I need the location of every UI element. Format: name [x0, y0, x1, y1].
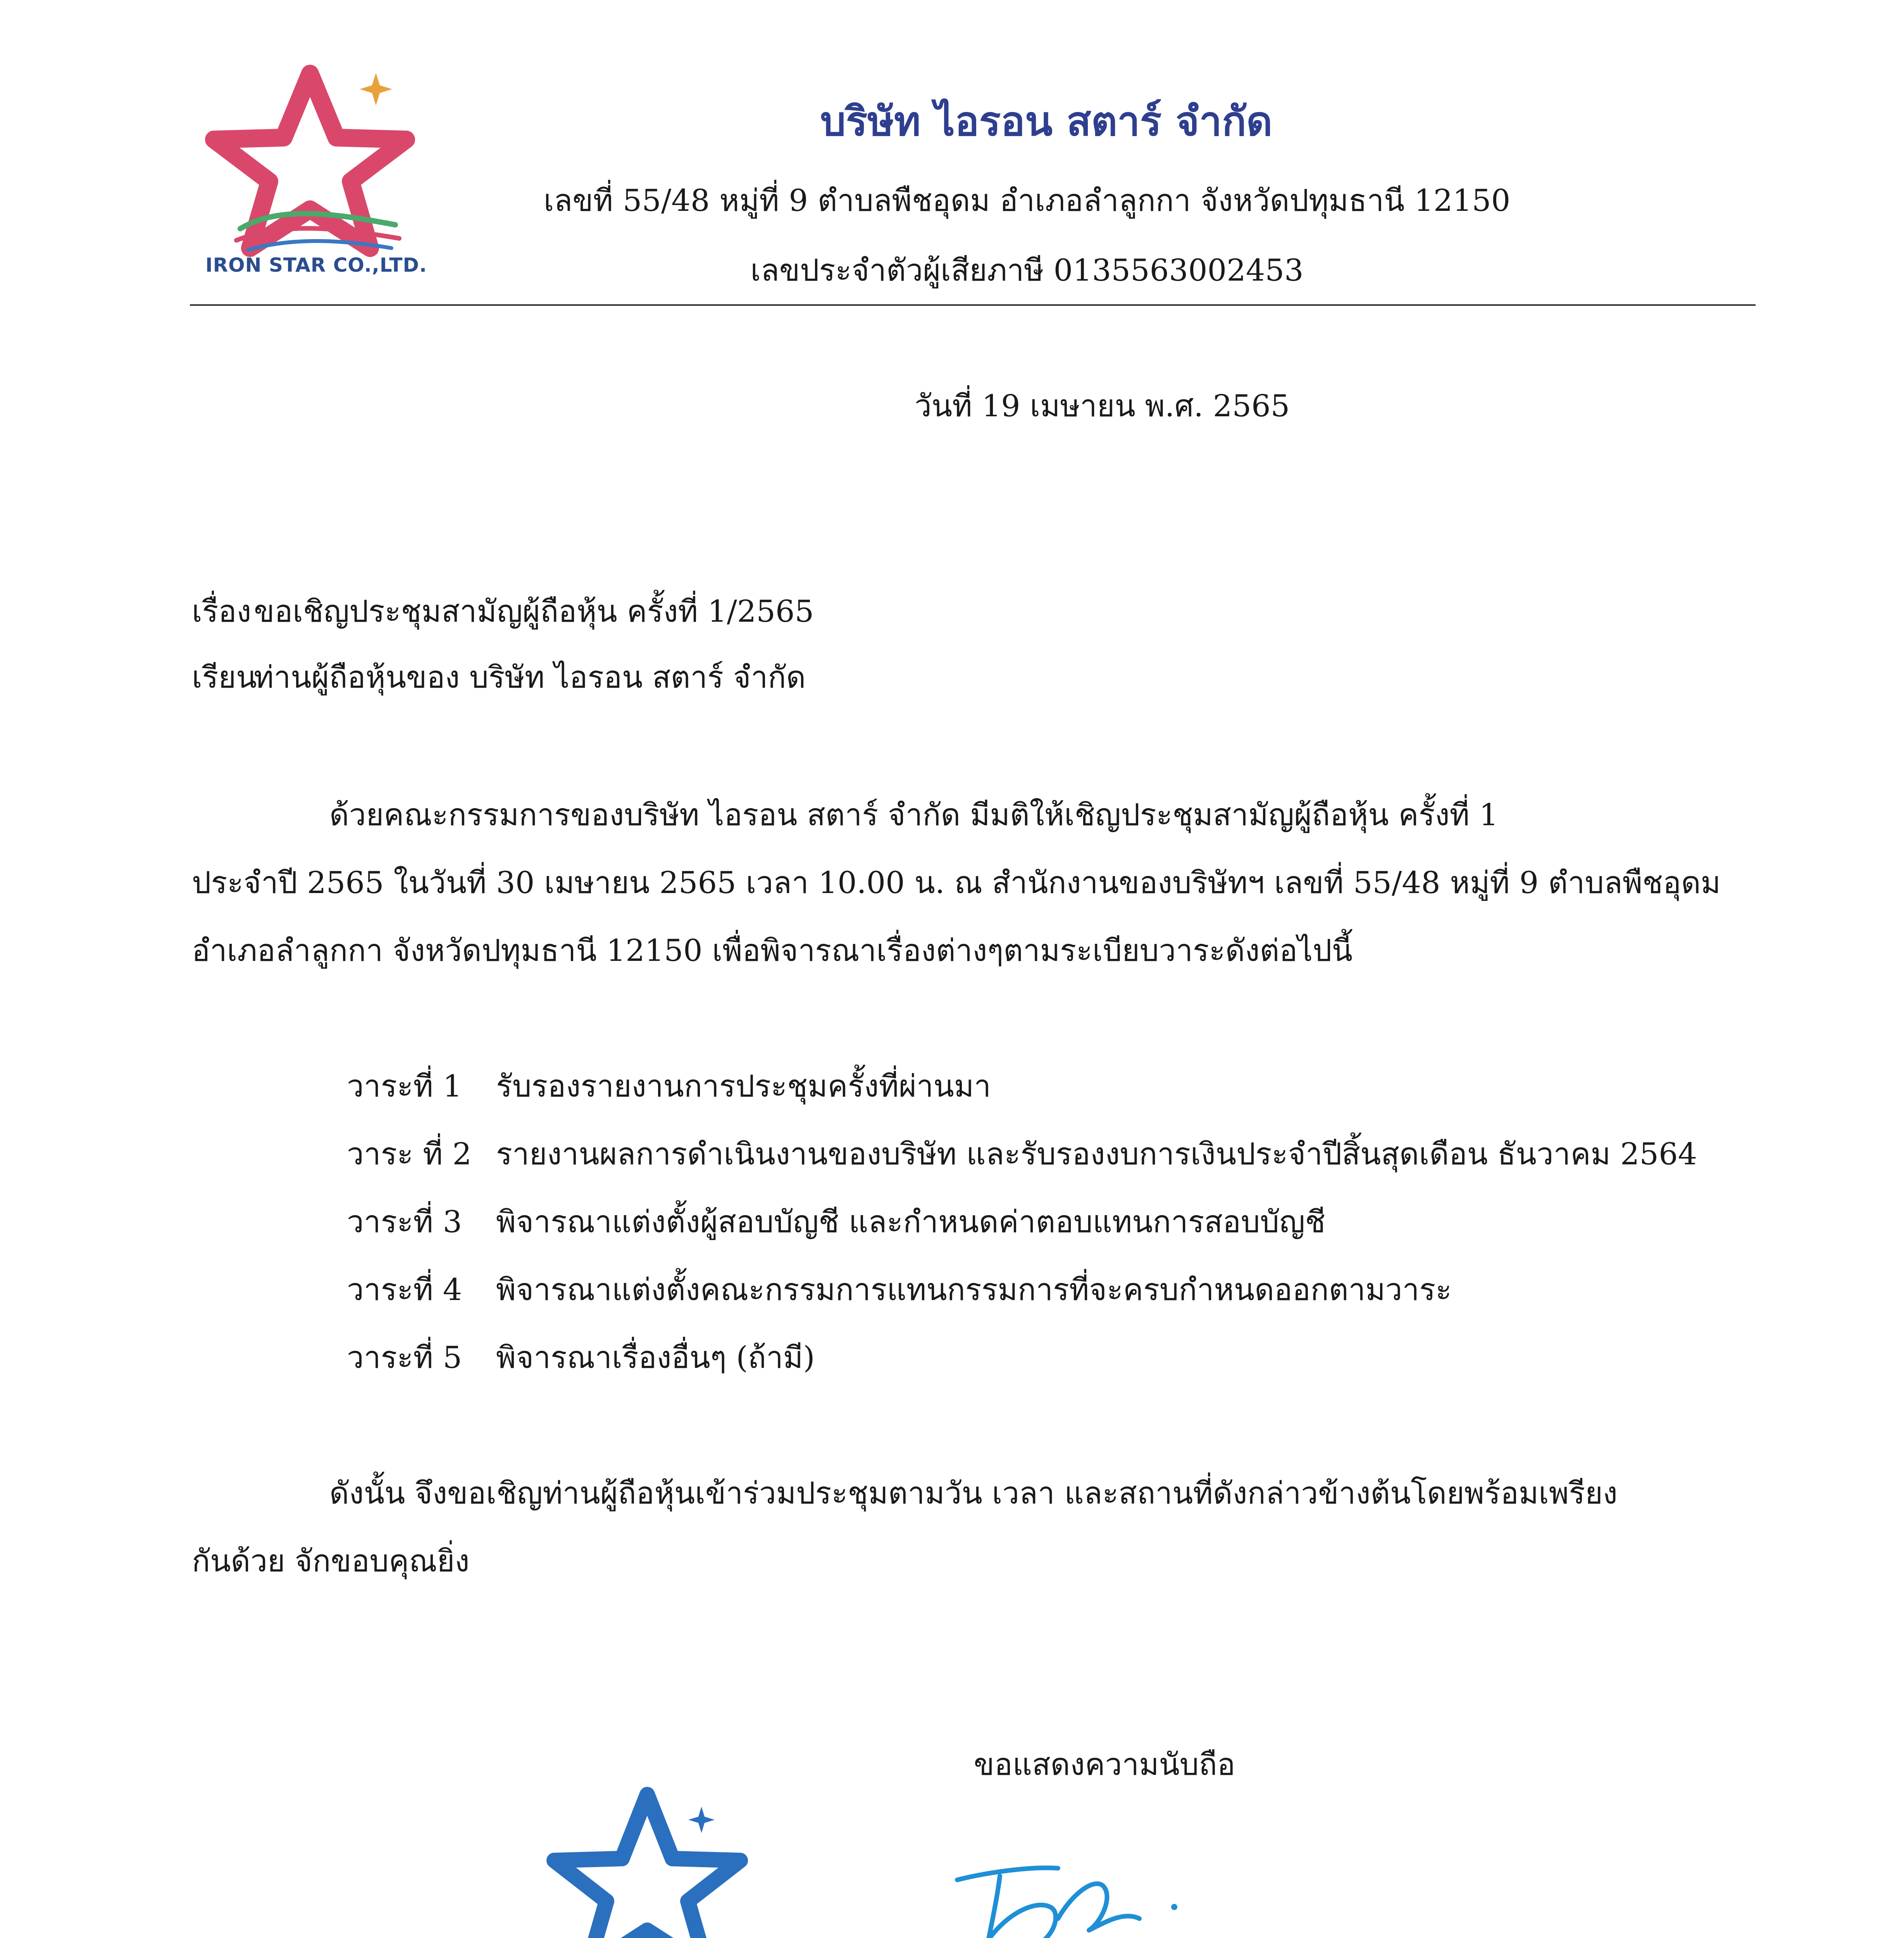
logo-caption: IRON STAR CO.,LTD. — [205, 254, 427, 276]
header-divider — [190, 304, 1756, 306]
agenda-text: พิจารณาเรื่องอื่นๆ (ถ้ามี) — [496, 1340, 815, 1375]
agenda-item — [347, 1130, 1697, 1178]
company-stamp — [500, 1775, 794, 1938]
agenda-text: รับรองรายงานการประชุมครั้งที่ผ่านมา — [496, 1069, 991, 1104]
salutation-label: เรียน — [192, 660, 257, 695]
agenda-item — [347, 1198, 1325, 1246]
agenda-text: พิจารณาแต่งตั้งคณะกรรมการแทนกรรมการที่จะครบกำหนดออกตามวาระ — [496, 1272, 1452, 1307]
salutation-line — [192, 653, 806, 701]
closing-paragraph-line: ดังนั้น จึงขอเชิญท่านผู้ถือหุ้นเข้าร่วมประชุมตามวัน เวลา และสถานที่ดังกล่าวข้างต้นโดยพร้อมเพรียง — [329, 1476, 1618, 1511]
signature-icon — [942, 1829, 1190, 1938]
star-logo-icon — [194, 58, 434, 260]
agenda-item — [347, 1062, 991, 1110]
handwritten-signature — [942, 1829, 1190, 1938]
body-paragraph-line: ด้วยคณะกรรมการของบริษัท ไอรอน สตาร์ จำกัด มีมติให้เชิญประชุมสามัญผู้ถือหุ้น ครั้งที่ 1 — [329, 798, 1499, 833]
agenda-text: พิจารณาแต่งตั้งผู้สอบบัญชี และกำหนดค่าตอบแทนการสอบบัญชี — [496, 1205, 1326, 1240]
agenda-number: วาระที่ 1 — [347, 1069, 462, 1104]
agenda-number: วาระ ที่ 2 — [347, 1137, 472, 1172]
agenda-number: วาระที่ 3 — [347, 1205, 462, 1240]
subject-line — [192, 587, 814, 635]
agenda-number: วาระที่ 4 — [347, 1272, 462, 1307]
agenda-item — [347, 1333, 815, 1381]
subject-text: ขอเชิญประชุมสามัญผู้ถือหุ้น ครั้งที่ 1/2565 — [254, 594, 814, 629]
sign-off: ขอแสดงความนับถือ — [974, 1747, 1235, 1782]
company-name: บริษัท ไอรอน สตาร์ จำกัด — [820, 97, 1273, 145]
closing-paragraph-line: กันด้วย จักขอบคุณยิ่ง — [192, 1544, 470, 1579]
letter-date: วันที่ 19 เมษายน พ.ศ. 2565 — [915, 389, 1290, 424]
body-paragraph-line: อำเภอลำลูกกา จังหวัดปทุมธานี 12150 เพื่อพิจารณาเรื่องต่างๆตามระเบียบวาระดังต่อไปนี้ — [192, 933, 1353, 968]
agenda-text: รายงานผลการดำเนินงานของบริษัท และรับรองงบการเงินประจำปีสิ้นสุดเดือน ธันวาคม 2564 — [496, 1137, 1697, 1172]
salutation-text: ท่านผู้ถือหุ้นของ บริษัท ไอรอน สตาร์ จำกัด — [254, 660, 806, 695]
subject-label: เรื่อง — [192, 594, 252, 629]
company-address: เลขที่ 55/48 หมู่ที่ 9 ตำบลพืชอุดม อำเภอลำลูกกา จังหวัดปทุมธานี 12150 — [543, 183, 1511, 218]
agenda-item — [347, 1266, 1452, 1314]
company-tax-id: เลขประจำตัวผู้เสียภาษี 0135563002453 — [750, 253, 1304, 288]
agenda-number: วาระที่ 5 — [347, 1340, 462, 1375]
body-paragraph-line: ประจำปี 2565 ในวันที่ 30 เมษายน 2565 เวลา 10.00 น. ณ สำนักงานของบริษัทฯ เลขที่ 55/48 หมู่ที่ 9 ตำบลพืชอุดม — [192, 866, 1721, 900]
stamp-star-icon — [500, 1775, 794, 1938]
